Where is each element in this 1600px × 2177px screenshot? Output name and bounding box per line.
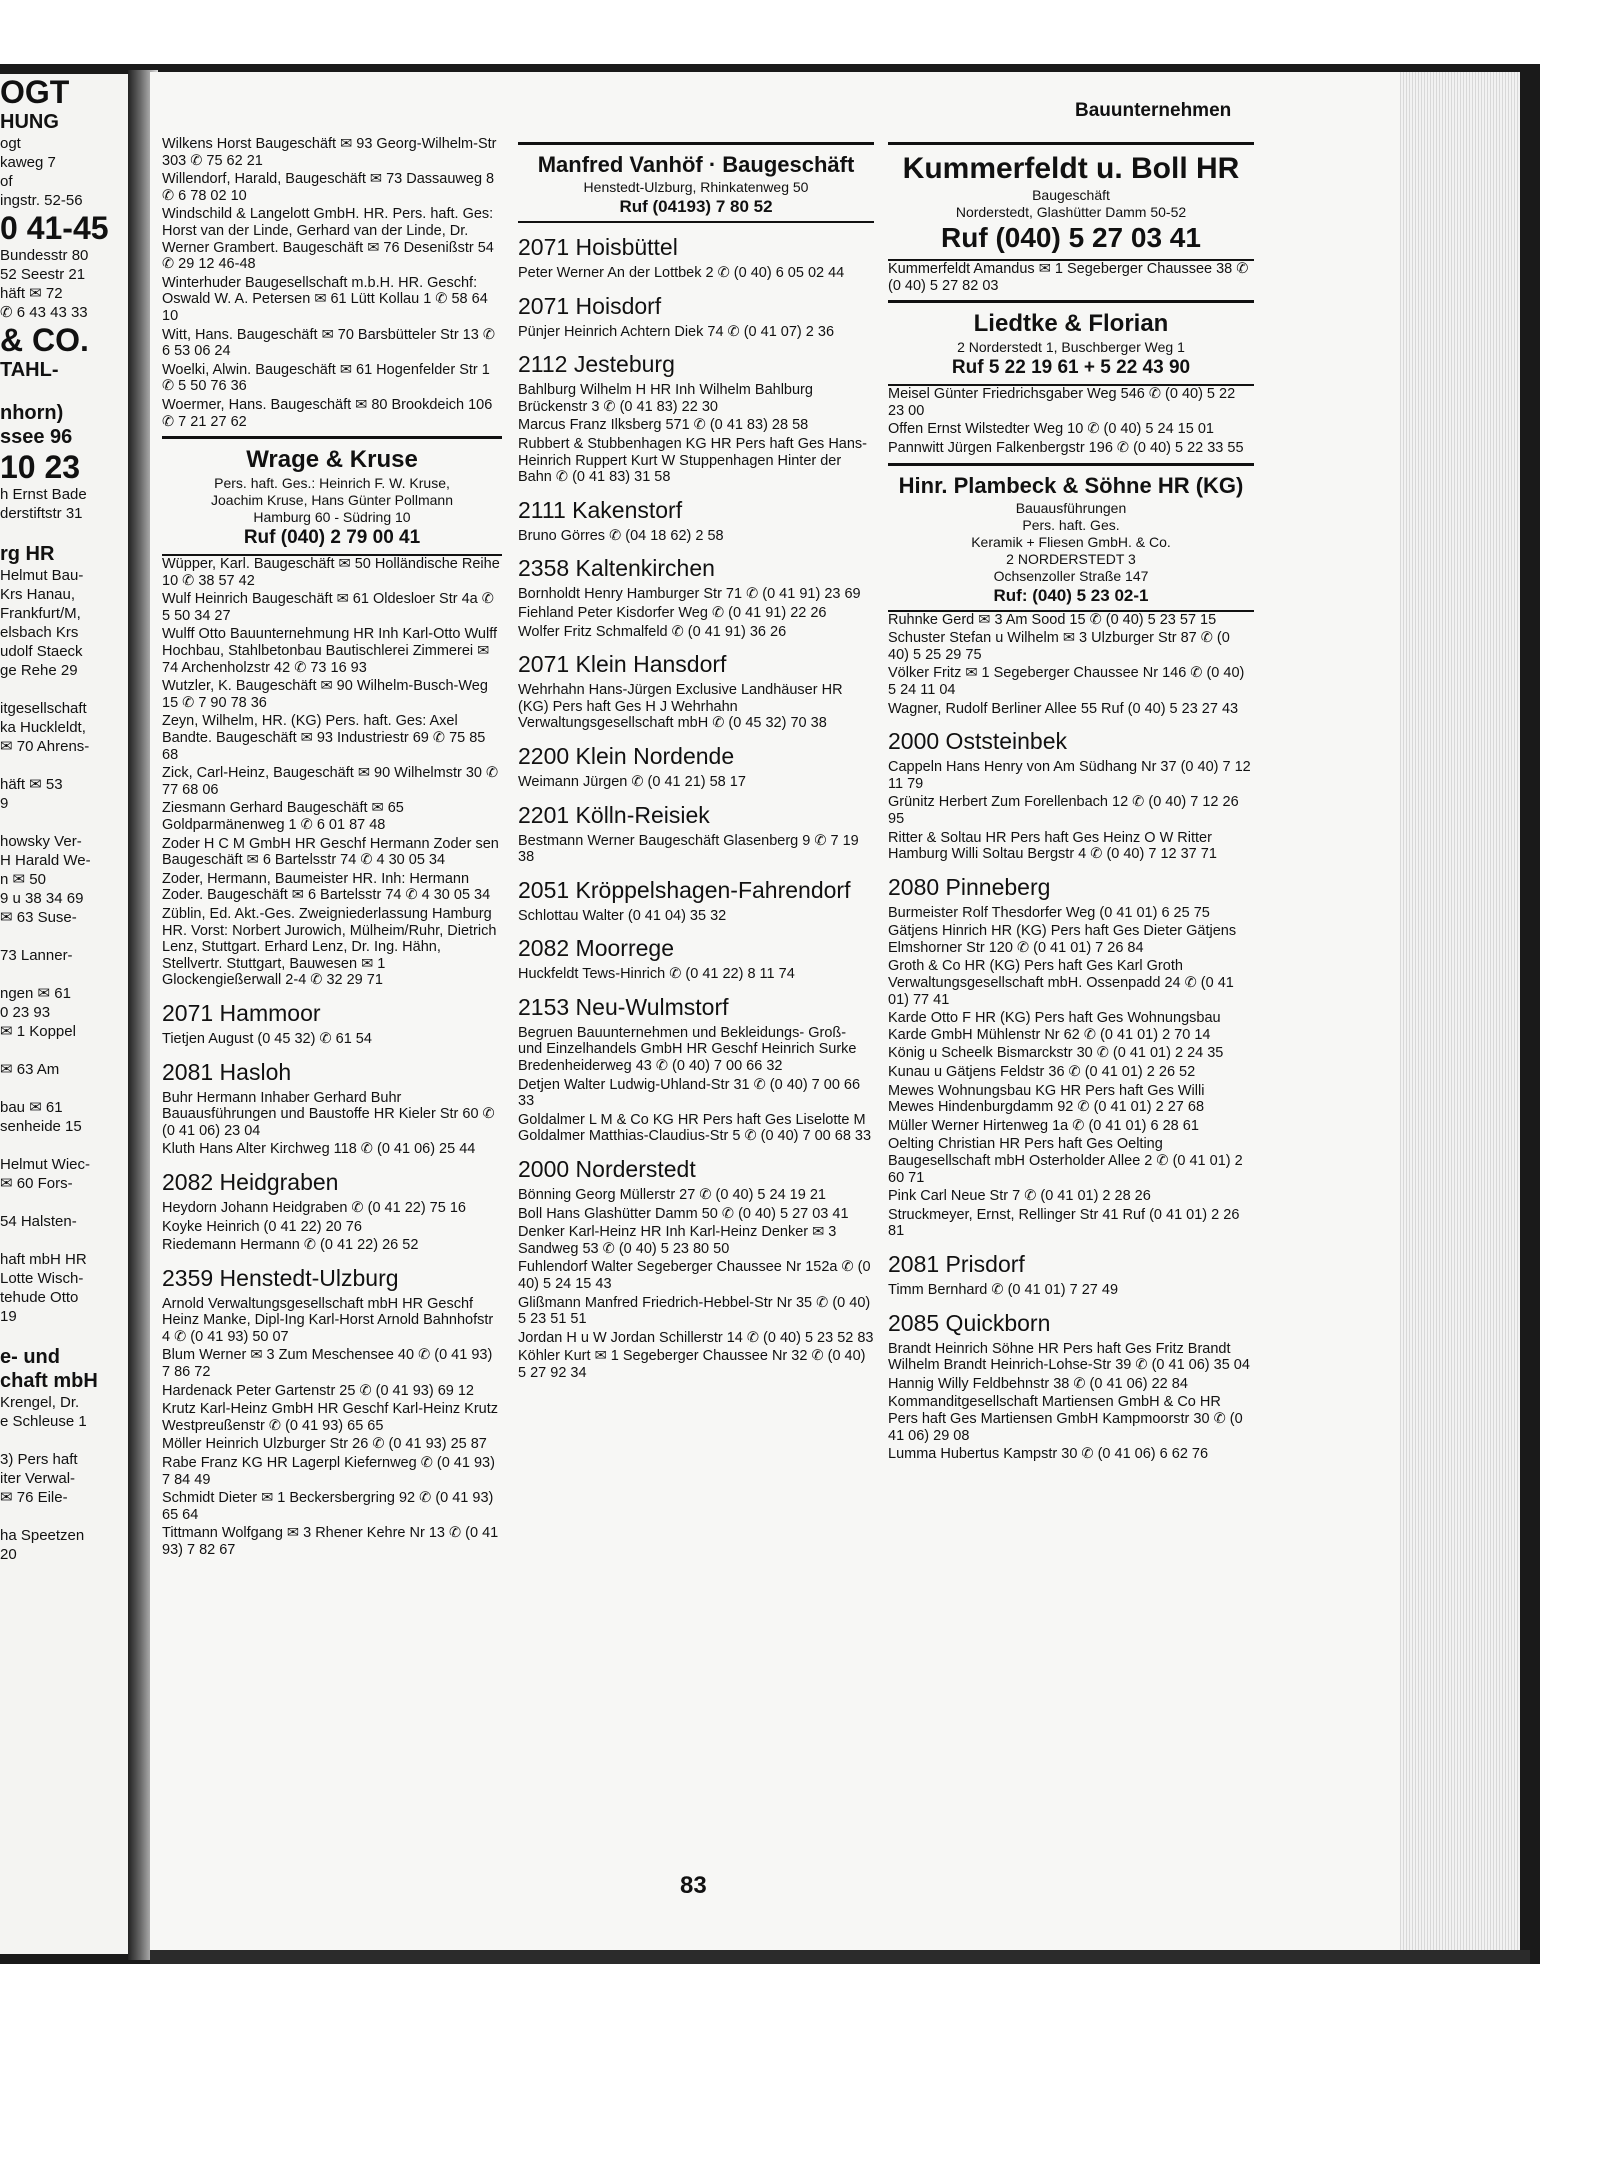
directory-entry: Hannig Willy Feldbehnstr 38 ✆ (0 41 06) 22 84 [888,1375,1188,1392]
city-heading: 2358 Kaltenkirchen [518,555,715,582]
left-strip-line [0,927,130,946]
left-strip-line: udolf Staeck [0,643,83,660]
directory-entry: Wulf Heinrich Baugeschäft ✉ 61 Oldesloer Str 4a ✆ 5 50 34 27 [162,591,494,624]
directory-entry: Cappeln Hans Henry von Am Südhang Nr 37 (0 40) 7 12 11 79 [888,759,1251,792]
left-strip-line: häft ✉ 53 [0,776,63,793]
ad-phone: Ruf (040) 5 27 03 41 [941,222,1201,253]
directory-entry: Woermer, Hans. Baugeschäft ✉ 80 Brookdeich 106 ✆ 7 21 27 62 [162,396,493,430]
section-header: Bauunternehmen [1075,100,1232,121]
directory-entry: Offen Ernst Wilstedter Weg 10 ✆ (0 40) 5 24 15 01 [888,421,1214,438]
left-strip-line: häft ✉ 72 [0,285,63,302]
city-heading: 2071 Hoisdorf [518,292,662,319]
directory-entry: Windschild & Langelott GmbH. HR. Pers. haft. Ges: Horst van der Linde, Gerhard van der Linde, Dr. Werner Grambert. Baugeschäft ✉ 76 Desenißstr 54 ✆ 29 12 46-48 [162,206,494,273]
left-strip-line: itgesellschaft [0,700,87,717]
left-strip-line: elsbach Krs [0,624,79,641]
left-strip-line: 0 23 93 [0,1004,51,1021]
left-strip-line: chaft mbH [0,1370,98,1392]
directory-entry: Goldalmer L M & Co KG HR Pers haft Ges Liselotte M Goldalmer Matthias-Claudius-Str 5 ✆ (0 40) 7 00 68 33 [518,1111,872,1145]
left-strip-line: tehude Otto [0,1289,79,1306]
directory-entry: Jordan H u W Jordan Schillerstr 14 ✆ (0 40) 5 23 52 83 [518,1329,874,1346]
directory-entry: Pink Carl Neue Str 7 ✆ (0 41 01) 2 28 26 [888,1188,1151,1205]
directory-entry: Marcus Franz Ilksberg 571 ✆ (0 41 83) 28 58 [518,417,809,434]
city-heading: 2082 Moorrege [518,935,674,962]
advertisement-box [518,145,874,223]
left-strip-line: h Ernst Bade [0,486,87,503]
city-heading: 2051 Kröppelshagen-Fahrendorf [518,876,851,903]
directory-entry: Zick, Carl-Heinz, Baugeschäft ✉ 90 Wilhelmstr 30 ✆ 77 68 06 [162,765,499,798]
left-strip-line: 20 [0,1546,17,1563]
left-strip-line: ka Huckleldt, [0,719,86,736]
directory-entry: Riedemann Hermann ✆ (0 41 22) 26 52 [162,1237,419,1254]
page-bottom-shadow [150,1950,1530,1964]
ad-phone: Ruf: (040) 5 23 02-1 [993,585,1149,605]
left-strip-line: Frankfurt/M, [0,605,81,622]
left-strip-line: e Schleuse 1 [0,1413,87,1430]
directory-entry: Peter Werner An der Lottbek 2 ✆ (0 40) 6 05 02 44 [518,265,845,281]
directory-entry: Lumma Hubertus Kampstr 30 ✆ (0 41 06) 6 62 76 [888,1446,1209,1463]
directory-entry: Kummerfeldt Amandus ✉ 1 Segeberger Chaussee 38 ✆ (0 40) 5 27 82 03 [888,261,1249,294]
left-strip-line [0,756,130,775]
left-strip-line [0,680,130,699]
advertisement-box [162,439,502,556]
left-strip-line: ✉ 60 Fors- [0,1175,73,1192]
left-strip-line: bau ✉ 61 [0,1099,63,1116]
left-strip-line: haft mbH HR [0,1251,87,1268]
ad-title: Manfred Vanhöf · Baugeschäft [537,152,855,177]
directory-entry: Pünjer Heinrich Achtern Diek 74 ✆ (0 41 07) 2 36 [518,323,835,340]
left-strip-line: Krs Hanau, [0,586,76,603]
column-2 [518,136,874,1384]
city-heading: 2071 Hammoor [162,999,321,1026]
left-strip-line: ✆ 6 43 43 33 [0,304,88,321]
directory-entry: Fiehland Peter Kisdorfer Weg ✆ (0 41 91) 22 26 [518,604,827,621]
left-strip-line: Bundesstr 80 [0,247,89,264]
directory-entry: Köhler Kurt ✉ 1 Segeberger Chaussee Nr 32 ✆ (0 40) 5 27 92 34 [518,1348,866,1381]
city-heading: 2081 Prisdorf [888,1250,1025,1277]
ad-phone: Ruf 5 22 19 61 + 5 22 43 90 [951,357,1191,379]
advertisement-box [888,303,1254,386]
left-strip-line: 73 Lanner- [0,947,73,964]
directory-entry: Grünitz Herbert Zum Forellenbach 12 ✆ (0 40) 7 12 26 95 [888,794,1239,827]
ad-subtitle: Baugeschäft [1032,187,1110,203]
directory-entry: Heydorn Johann Heidgraben ✆ (0 41 22) 75 16 [162,1199,466,1216]
directory-entry: Züblin, Ed. Akt.-Ges. Zweigniederlassung Hamburg HR. Vorst: Norbert Jurowich, Mülheim/Ruhr, Dietrich Lenz, Stuttgart. Erhard Lenz, Dr. Ing. Hähn, Stellvertr. Stuttgart, Bauwesen ✉ 1 Glockengießerwall 2-4 ✆ 32 29 71 [162,905,497,989]
directory-entry: Krutz Karl-Heinz GmbH HR Geschf Karl-Heinz Krutz Westpreußenstr ✆ (0 41 93) 65 65 [162,1401,498,1434]
left-strip-line: ingstr. 52-56 [0,192,83,209]
directory-entry: Rabe Franz KG HR Lagerpl Kiefernweg ✆ (0 41 93) 7 84 49 [162,1455,495,1488]
ad-subtitle: Henstedt-Ulzburg, Rhinkatenweg 50 [583,179,809,195]
ad-subtitle: Ochsenzoller Straße 147 [993,567,1149,584]
directory-entry: Ruhnke Gerd ✉ 3 Am Sood 15 ✆ (0 40) 5 23 57 15 [888,611,1217,628]
left-strip-line: 9 u 38 34 69 [0,890,84,907]
left-strip-line: HUNG [0,111,59,133]
directory-entry: Huckfeldt Tews-Hinrich ✆ (0 41 22) 8 11 74 [518,966,795,983]
directory-entry: König u Scheelk Bismarckstr 30 ✆ (0 41 01) 2 24 35 [888,1045,1224,1062]
ad-subtitle: Keramik + Fliesen GmbH. & Co. [971,533,1171,550]
left-strip-line [0,382,130,401]
left-strip-line: ✉ 70 Ahrens- [0,738,90,755]
directory-entry: Zoder, Hermann, Baumeister HR. Inh: Hermann Zoder. Baugeschäft ✉ 6 Bartelsstr 74 ✆ 4 30 05 34 [162,870,491,904]
directory-entry: Bruno Görres ✆ (04 18 62) 2 58 [518,527,724,544]
directory-entry: Rubbert & Stubbenhagen KG HR Pers haft Ges Hans-Heinrich Ruppert Kurt W Stuppenhagen Hinter der Bahn ✆ (0 41 83) 31 58 [518,435,867,486]
directory-entry: Timm Bernhard ✆ (0 41 01) 7 27 49 [888,1281,1119,1298]
left-strip-line: 54 Halsten- [0,1213,77,1230]
directory-entry: Ziesmann Gerhard Baugeschäft ✉ 65 Goldparmänenweg 1 ✆ 6 01 87 48 [162,800,404,833]
directory-entry: Weimann Jürgen ✆ (0 41 21) 58 17 [518,773,746,790]
ad-subtitle: Norderstedt, Glashütter Damm 50-52 [955,204,1187,220]
left-strip-line: H Harald We- [0,852,91,869]
directory-entry: Hardenack Peter Gartenstr 25 ✆ (0 41 93) 69 12 [162,1382,474,1399]
left-strip-line [0,1193,130,1212]
left-strip-line: Helmut Bau- [0,567,84,584]
left-strip-line: & CO. [0,322,89,358]
directory-entry: Wüpper, Karl. Baugeschäft ✉ 50 Holländische Reihe 10 ✆ 38 57 42 [162,556,500,589]
left-strip-line: nhorn) [0,402,64,424]
directory-entry: Zeyn, Wilhelm, HR. (KG) Pers. haft. Ges: Axel Bandte. Baugeschäft ✉ 93 Industriestr 69 ✆ 75 85 68 [162,713,486,763]
city-heading: 2080 Pinneberg [888,873,1051,900]
left-strip-line: 52 Seestr 21 [0,266,86,283]
directory-entry: Willendorf, Harald, Baugeschäft ✉ 73 Dassauweg 8 ✆ 6 78 02 10 [162,171,495,204]
column-3 [888,136,1254,1465]
directory-entry: Wagner, Rudolf Berliner Allee 55 Ruf (0 40) 5 23 27 43 [888,700,1239,717]
left-strip-line: ngen ✉ 61 [0,985,71,1002]
directory-entry: Karde Otto F HR (KG) Pers haft Ges Wohnungsbau Karde GmbH Mühlenstr Nr 62 ✆ (0 41 01) 2 70 14 [888,1010,1221,1043]
left-strip-line [0,523,130,542]
city-heading: 2111 Kakenstorf [518,496,683,523]
left-strip-line: 3) Pers haft [0,1451,78,1468]
city-heading: 2112 Jesteburg [518,351,675,378]
ad-subtitle: Hamburg 60 - Südring 10 [253,509,411,526]
left-strip-line: derstiftstr 31 [0,505,83,522]
directory-entry: Koyke Heinrich (0 41 22) 20 76 [162,1218,362,1235]
advertisement-box [888,145,1254,261]
left-strip-line: ge Rehe 29 [0,662,78,679]
directory-entry: Wutzler, K. Baugeschäft ✉ 90 Wilhelm-Busch-Weg 15 ✆ 7 90 78 36 [162,678,488,711]
left-strip-line [0,1507,130,1526]
city-heading: 2082 Heidgraben [162,1168,339,1195]
directory-entry: Oelting Christian HR Pers haft Ges Oelting Baugesellschaft mbH Osterholder Allee 2 ✆ (0 41 01) 2 60 71 [888,1136,1243,1186]
directory-entry: Struckmeyer, Ernst, Rellinger Str 41 Ruf (0 41 01) 2 26 81 [888,1206,1240,1240]
left-strip-line: ✉ 1 Koppel [0,1023,76,1040]
ad-title: Liedtke & Florian [973,310,1169,338]
left-page-strip [0,74,130,1954]
directory-entry: Wilkens Horst Baugeschäft ✉ 93 Georg-Wilhelm-Str 303 ✆ 75 62 21 [162,136,497,169]
directory-entry: Müller Werner Hirtenweg 1a ✆ (0 41 01) 6 28 61 [888,1117,1199,1134]
left-page-text [0,74,130,1564]
directory-entry: Bestmann Werner Baugeschäft Glasenberg 9 ✆ 7 19 38 [518,832,859,866]
left-strip-line: ha Speetzen [0,1527,85,1544]
left-strip-line: rg HR [0,543,55,565]
directory-entry: Wulff Otto Bauunternehmung HR Inh Karl-Otto Wulff Hochbau, Stahlbetonbau Bautischlerei Zimmerei ✉ 74 Archenholzstr 42 ✆ 73 16 93 [162,626,498,676]
directory-entry: Pannwitt Jürgen Falkenbergstr 196 ✆ (0 40) 5 22 33 55 [888,439,1244,456]
directory-entry: Winterhuder Baugesellschaft m.b.H. HR. Geschf: Oswald W. A. Petersen ✉ 61 Lütt Kollau 1 ✆ 58 64 10 [162,274,488,324]
directory-entry: Mewes Wohnungsbau KG HR Pers haft Ges Willi Mewes Hindenburgdamm 92 ✆ (0 41 01) 2 27 68 [888,1082,1205,1116]
directory-entry: Brandt Heinrich Söhne HR Pers haft Ges Fritz Brandt Wilhelm Brandt Heinrich-Lohse-Str 39 ✆ (0 41 06) 35 04 [888,1340,1250,1374]
left-strip-line: of [0,173,13,190]
ad-subtitle: Bauausführungen [1015,499,1127,516]
left-strip-line: Helmut Wiec- [0,1156,91,1173]
left-strip-line [0,1079,130,1098]
directory-entry: Völker Fritz ✉ 1 Segeberger Chaussee Nr 146 ✆ (0 40) 5 24 11 04 [888,665,1245,698]
left-strip-line: OGT [0,74,70,110]
left-strip-line: ✉ 63 Suse- [0,909,77,926]
left-strip-line [0,813,130,832]
ad-phone: Ruf (04193) 7 80 52 [619,197,773,216]
left-strip-line [0,1136,130,1155]
directory-entry: Bahlburg Wilhelm H HR Inh Wilhelm Bahlburg Brückenstr 3 ✆ (0 41 83) 22 30 [518,382,813,415]
left-strip-line: ✉ 63 Am [0,1061,60,1078]
left-strip-line: e- und [0,1346,60,1368]
city-heading: 2201 Kölln-Reisiek [518,801,710,828]
city-heading: 2071 Hoisbüttel [518,234,678,260]
city-heading: 2200 Klein Nordende [518,742,735,769]
ad-subtitle: 2 NORDERSTEDT 3 [1006,550,1136,567]
left-strip-line: 0 41-45 [0,210,109,246]
directory-entry: Witt, Hans. Baugeschäft ✉ 70 Barsbütteler Str 13 ✆ 6 53 06 24 [162,326,495,360]
left-strip-line: senheide 15 [0,1118,82,1135]
directory-entry: Meisel Günter Friedrichsgaber Weg 546 ✆ (0 40) 5 22 23 00 [888,386,1236,419]
directory-entry: Groth & Co HR (KG) Pers haft Ges Karl Groth Verwaltungsgesellschaft mbH. Ossenpadd 24 ✆ (0 41 01) 77 41 [888,958,1234,1008]
page-number: 83 [680,1872,707,1899]
left-strip-line [0,1431,130,1450]
directory-entry: Arnold Verwaltungsgesellschaft mbH HR Geschf Heinz Manke, Dipl-Ing Karl-Horst Arnold Bahnhofstr 4 ✆ (0 41 93) 50 07 [162,1295,494,1345]
directory-entry: Gätjens Hinrich HR (KG) Pers haft Ges Dieter Gätjens Elmshorner Str 120 ✆ (0 41 01) 7 26 84 [888,923,1237,956]
directory-entry: Bornholdt Henry Hamburger Str 71 ✆ (0 41 91) 23 69 [518,586,861,603]
ad-subtitle: Pers. haft. Ges.: Heinrich F. W. Kruse, [214,475,450,492]
left-strip-line: ✉ 76 Eile- [0,1489,68,1506]
city-heading: 2000 Oststeinbek [888,728,1068,755]
left-strip-line: 19 [0,1308,17,1325]
ad-title: Hinr. Plambeck & Söhne HR (KG) [898,472,1244,498]
directory-entry: Schlottau Walter (0 41 04) 35 32 [518,907,727,924]
directory-entry: Bönning Georg Müllerstr 27 ✆ (0 40) 5 24 19 21 [518,1187,826,1204]
column-1 [162,136,502,1561]
directory-entry: Begruen Bauunternehmen und Bekleidungs- Groß- und Einzelhandels GmbH HR Geschf Heinrich Surke Bredenheiderweg 43 ✆ (0 40) 7 00 66 32 [518,1024,857,1075]
left-strip-line: n ✉ 50 [0,871,46,888]
city-heading: 2085 Quickborn [888,1309,1051,1336]
ad-title: Kummerfeldt u. Boll HR [902,152,1240,185]
ad-title: Wrage & Kruse [246,446,418,474]
page-edges [1400,72,1520,1960]
ad-subtitle: 2 Norderstedt 1, Buschberger Weg 1 [957,339,1185,356]
left-strip-line [0,1041,130,1060]
city-heading: 2359 Henstedt-Ulzburg [162,1264,399,1291]
left-strip-line: ogt [0,135,21,152]
directory-entry: Wolfer Fritz Schmalfeld ✆ (0 41 91) 36 26 [518,623,787,640]
left-strip-line [0,965,130,984]
directory-entry: Wehrhahn Hans-Jürgen Exclusive Landhäuser HR (KG) Pers haft Ges H J Wehrhahn Verwaltungsgesellschaft mbH ✆ (0 45 32) 70 38 [518,682,843,732]
directory-entry: Fuhlendorf Walter Segeberger Chaussee Nr 152a ✆ (0 40) 5 24 15 43 [518,1259,871,1292]
directory-entry: Kluth Hans Alter Kirchweg 118 ✆ (0 41 06) 25 44 [162,1141,476,1158]
city-heading: 2081 Hasloh [162,1058,292,1085]
advertisement-box [888,466,1254,612]
directory-entry: Boll Hans Glashütter Damm 50 ✆ (0 40) 5 27 03 41 [518,1205,849,1222]
left-strip-line: TAHL- [0,359,59,381]
left-strip-line: 9 [0,795,9,812]
directory-entry: Kommanditgesellschaft Martiensen GmbH & Co HR Pers haft Ges Martiensen GmbH Kampmoorstr 30 ✆ (0 41 06) 29 08 [888,1394,1243,1444]
directory-entry: Schuster Stefan u Wilhelm ✉ 3 Ulzburger Str 87 ✆ (0 40) 5 25 29 75 [888,630,1230,663]
left-strip-line: iter Verwal- [0,1470,76,1487]
left-strip-line: kaweg 7 [0,154,56,171]
directory-entry: Buhr Hermann Inhaber Gerhard Buhr Bauausführungen und Baustoffe HR Kieler Str 60 ✆ (0 41 06) 23 04 [162,1089,495,1139]
left-strip-line: 10 23 [0,449,81,485]
directory-entry: Ritter & Soltau HR Pers haft Ges Heinz O W Ritter Hamburg Willi Soltau Bergstr 4 ✆ (0 40) 7 12 37 71 [888,829,1217,863]
left-strip-line [0,1231,130,1250]
directory-entry: Tittmann Wolfgang ✉ 3 Rhener Kehre Nr 13 ✆ (0 41 93) 7 82 67 [162,1525,499,1558]
directory-entry: Glißmann Manfred Friedrich-Hebbel-Str Nr 35 ✆ (0 40) 5 23 51 51 [518,1294,871,1328]
ad-phone: Ruf (040) 2 79 00 41 [243,527,421,549]
city-heading: 2071 Klein Hansdorf [518,651,727,678]
left-strip-line: howsky Ver- [0,833,82,850]
directory-entry: Burmeister Rolf Thesdorfer Weg (0 41 01) 6 25 75 [888,904,1210,921]
directory-entry: Kunau u Gätjens Feldstr 36 ✆ (0 41 01) 2 26 52 [888,1064,1196,1081]
left-strip-line: Krengel, Dr. [0,1394,80,1411]
directory-entry: Tietjen August (0 45 32) ✆ 61 54 [162,1030,372,1047]
directory-entry: Woelki, Alwin. Baugeschäft ✉ 61 Hogenfelder Str 1 ✆ 5 50 76 36 [162,361,490,395]
left-strip-line: ssee 96 [0,426,73,448]
city-heading: 2153 Neu-Wulmstorf [518,993,729,1020]
left-strip-line [0,1326,130,1345]
directory-entry: Zoder H C M GmbH HR Geschf Hermann Zoder sen Baugeschäft ✉ 6 Bartelsstr 74 ✆ 4 30 05 34 [162,835,499,869]
ad-subtitle: Pers. haft. Ges. [1022,516,1120,533]
left-strip-line: Lotte Wisch- [0,1270,84,1287]
directory-entry: Schmidt Dieter ✉ 1 Beckersbergring 92 ✆ (0 41 93) 65 64 [162,1490,494,1523]
ad-subtitle: Joachim Kruse, Hans Günter Pollmann [211,492,453,509]
directory-entry: Blum Werner ✉ 3 Zum Meschensee 40 ✆ (0 41 93) 7 86 72 [162,1347,493,1381]
city-heading: 2000 Norderstedt [518,1156,696,1183]
directory-entry: Möller Heinrich Ulzburger Str 26 ✆ (0 41 93) 25 87 [162,1436,487,1453]
directory-entry: Detjen Walter Ludwig-Uhland-Str 31 ✆ (0 40) 7 00 66 33 [518,1076,861,1110]
directory-entry: Denker Karl-Heinz HR Inh Karl-Heinz Denker ✉ 3 Sandweg 53 ✆ (0 40) 5 23 80 50 [518,1224,837,1257]
